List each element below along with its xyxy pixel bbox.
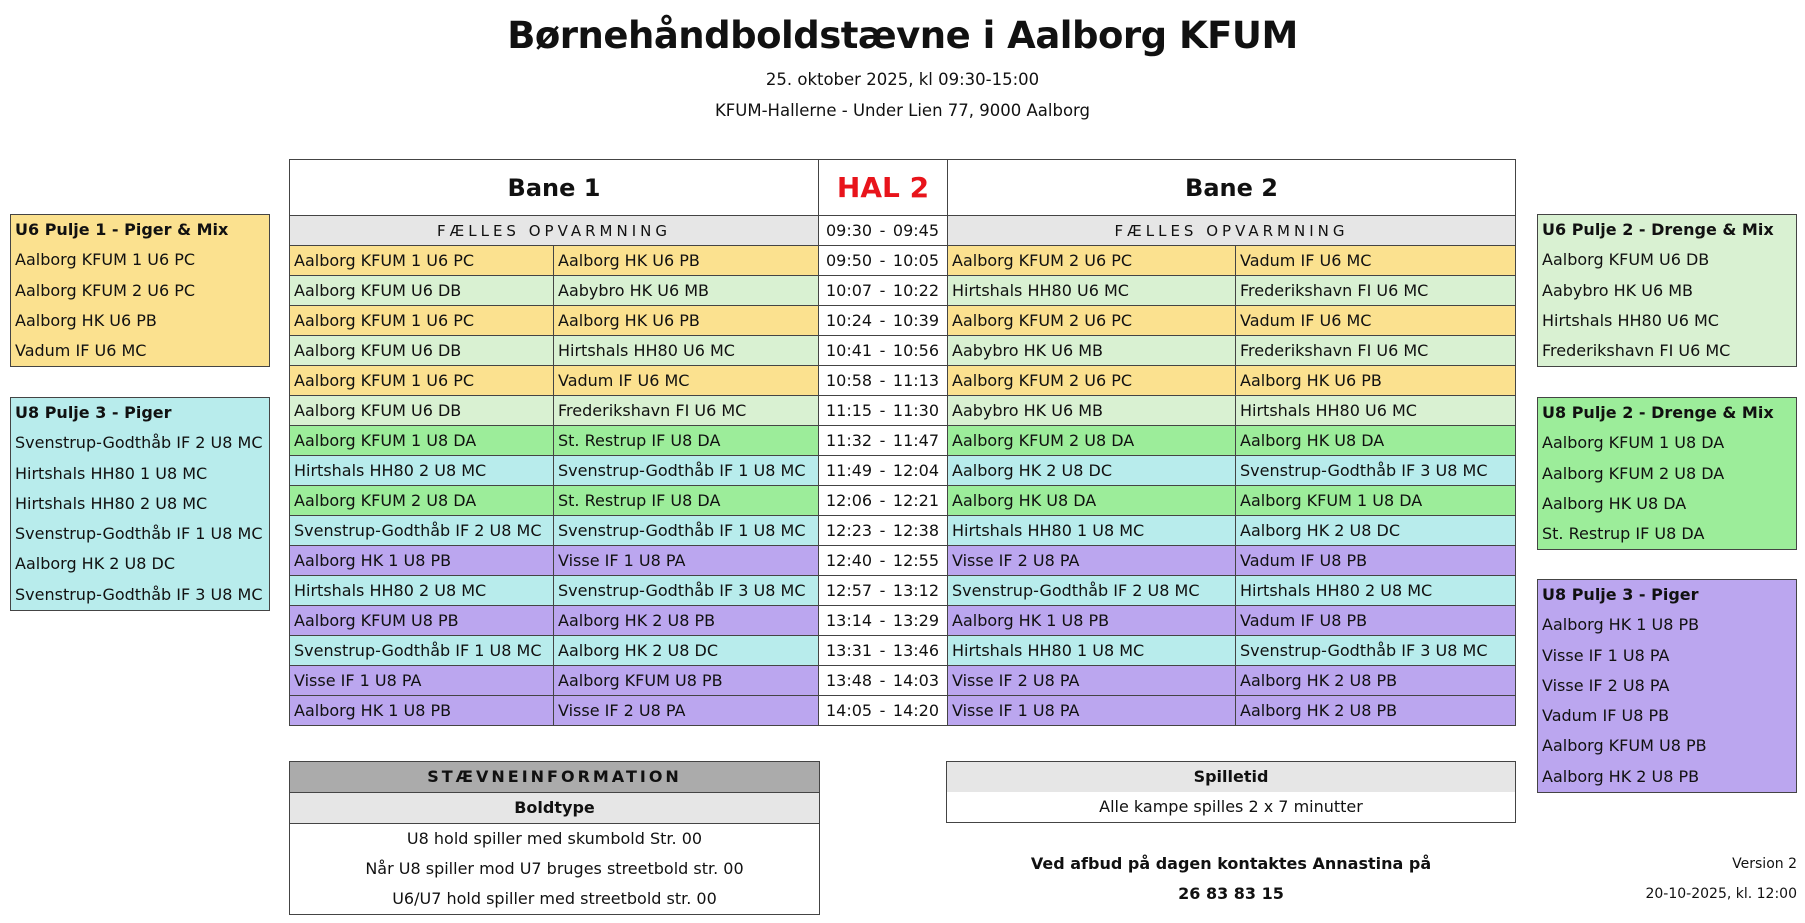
start-time: 12:40 [826,551,873,570]
bane2-home-team: Aalborg KFUM 2 U8 DA [948,426,1236,456]
match-row [290,306,1516,336]
bane1-home-team: Aalborg KFUM 1 U6 PC [290,306,554,336]
pool-team: Svenstrup-Godthåb IF 3 U8 MC [15,584,263,604]
start-time: 11:32 [826,431,873,450]
match-time: 12:40 - 12:55 [819,546,948,576]
bane2-home-team: Visse IF 2 U8 PA [948,666,1236,696]
match-row [290,696,1516,726]
match-row [290,396,1516,426]
start-time: 12:57 [826,581,873,600]
warmup-label-bane1: FÆLLES OPVARMNING [290,216,819,246]
bane1-away-team: Hirtshals HH80 U6 MC [554,336,819,366]
pool-team: Aalborg KFUM U8 PB [1542,736,1707,756]
start-time: 14:05 [826,701,873,720]
bane2-away-team: Aalborg HK 2 U8 PB [1236,696,1516,726]
bane1-home-team: Aalborg KFUM U6 DB [290,336,554,366]
pool-team: Aalborg KFUM U6 DB [1542,250,1710,270]
bane1-home-team: Aalborg KFUM U6 DB [290,396,554,426]
start-time: 11:49 [826,461,873,480]
match-time: 12:57 - 13:12 [819,576,948,606]
bane1-home-team: Visse IF 1 U8 PA [290,666,554,696]
bane2-away-team: Aalborg HK U8 DA [1236,426,1516,456]
match-time: 11:32 - 11:47 [819,426,948,456]
match-row [290,666,1516,696]
bane1-home-team: Aalborg HK 1 U8 PB [290,696,554,726]
bane1-away-team: Visse IF 1 U8 PA [554,546,819,576]
match-row [290,636,1516,666]
event-info-box [289,761,820,915]
pool-team: Aalborg KFUM 1 U8 DA [1542,433,1725,453]
pool-team: Hirtshals HH80 2 U8 MC [15,493,208,513]
info-line: Når U8 spiller mod U7 bruges streetbold str. 00 [365,859,744,878]
start-time: 12:23 [826,521,873,540]
bane2-home-team: Visse IF 1 U8 PA [948,696,1236,726]
bane2-away-team: Svenstrup-Godthåb IF 3 U8 MC [1236,636,1516,666]
bane1-away-team: Aalborg HK U6 PB [554,246,819,276]
match-row [290,366,1516,396]
match-time: 13:14 - 13:29 [819,606,948,636]
bane2-home-team: Hirtshals HH80 1 U8 MC [948,516,1236,546]
hal-header: HAL 2 [819,160,948,216]
bane2-home-team: Aalborg HK U8 DA [948,486,1236,516]
match-time: 10:41 - 10:56 [819,336,948,366]
info-line: U6/U7 hold spiller med streetbold str. 00 [392,889,717,908]
info-heading: STÆVNEINFORMATION [290,762,819,793]
bane2-home-team: Aalborg KFUM 2 U6 PC [948,246,1236,276]
pool-title: U8 Pulje 2 - Drenge & Mix [1542,403,1774,422]
bane1-home-team: Aalborg KFUM 1 U6 PC [290,246,554,276]
bane1-away-team: Aalborg KFUM U8 PB [554,666,819,696]
match-row [290,606,1516,636]
bane2-away-team: Vadum IF U8 PB [1236,546,1516,576]
bane2-away-team: Vadum IF U6 MC [1236,246,1516,276]
contact-phone: 26 83 83 15 [1178,884,1284,903]
bane1-away-team: Aalborg HK 2 U8 DC [554,636,819,666]
bane1-away-team: Vadum IF U6 MC [554,366,819,396]
pool-team: Hirtshals HH80 1 U8 MC [15,463,208,483]
pool-team: Frederikshavn FI U6 MC [1542,341,1731,361]
start-time: 13:14 [826,611,873,630]
playtime-text: Alle kampe spilles 2 x 7 minutter [1099,797,1363,816]
bane2-header: Bane 2 [948,160,1516,216]
pool-team: Aalborg HK U8 DA [1542,493,1687,513]
end-time: 11:30 [892,401,939,420]
pool-team: Hirtshals HH80 U6 MC [1542,310,1719,330]
bane2-away-team: Aalborg KFUM 1 U8 DA [1236,486,1516,516]
warmup-time: 09:30 - 09:45 [819,216,948,246]
schedule-header-row [290,160,1516,216]
bane2-home-team: Aabybro HK U6 MB [948,396,1236,426]
pool-team: Aalborg HK 2 U8 DC [15,554,176,574]
end-time: 10:05 [892,251,939,270]
start-time: 09:50 [826,251,873,270]
start-time: 12:06 [826,491,873,510]
match-schedule-table [289,159,1516,726]
info-line: U8 hold spiller med skumbold Str. 00 [406,829,703,848]
start-time: 10:58 [826,371,873,390]
pool-title: U6 Pulje 2 - Drenge & Mix [1542,220,1774,239]
playtime-heading: Spilletid [947,762,1515,792]
pool-team: Aalborg KFUM 1 U6 PC [15,250,196,270]
end-time: 13:46 [892,641,939,660]
pool-team: Visse IF 1 U8 PA [1542,645,1670,665]
start-time: 10:07 [826,281,873,300]
match-row [290,336,1516,366]
version-timestamp: 20-10-2025, kl. 12:00 [1645,886,1797,902]
bane2-away-team: Hirtshals HH80 U6 MC [1236,396,1516,426]
bane1-header: Bane 1 [290,160,819,216]
match-time: 13:48 - 14:03 [819,666,948,696]
bane1-away-team: Svenstrup-Godthåb IF 3 U8 MC [554,576,819,606]
end-time: 13:12 [892,581,939,600]
bane2-away-team: Vadum IF U8 PB [1236,606,1516,636]
pool-box [10,397,270,611]
match-time: 12:23 - 12:38 [819,516,948,546]
bane1-away-team: Aabybro HK U6 MB [554,276,819,306]
bane1-home-team: Hirtshals HH80 2 U8 MC [290,576,554,606]
end-time: 12:55 [892,551,939,570]
page-title: Børnehåndboldstævne i Aalborg KFUM [507,14,1298,57]
warmup-label-bane2: FÆLLES OPVARMNING [948,216,1516,246]
pool-box [1537,579,1797,793]
warmup-row [290,216,1516,246]
match-time: 14:05 - 14:20 [819,696,948,726]
bane1-home-team: Aalborg KFUM 2 U8 DA [290,486,554,516]
bane2-away-team: Aalborg HK 2 U8 DC [1236,516,1516,546]
match-row [290,576,1516,606]
bane2-away-team: Frederikshavn FI U6 MC [1236,276,1516,306]
bane2-away-team: Vadum IF U6 MC [1236,306,1516,336]
end-time: 11:47 [892,431,939,450]
ball-type-heading: Boldtype [290,793,819,824]
contact-text: Ved afbud på dagen kontaktes Annastina på [1030,854,1432,873]
end-time: 12:21 [892,491,939,510]
end-time: 10:22 [892,281,939,300]
end-time: 10:39 [892,311,939,330]
bane2-away-team: Aalborg HK 2 U8 PB [1236,666,1516,696]
bane1-home-team: Svenstrup-Godthåb IF 2 U8 MC [290,516,554,546]
pool-title: U8 Pulje 3 - Piger [15,403,172,422]
pool-team: Svenstrup-Godthåb IF 2 U8 MC [15,433,263,453]
pool-team: Visse IF 2 U8 PA [1542,675,1670,695]
bane1-home-team: Aalborg HK 1 U8 PB [290,546,554,576]
bane2-home-team: Aalborg HK 2 U8 DC [948,456,1236,486]
bane2-away-team: Aalborg HK U6 PB [1236,366,1516,396]
end-time: 13:29 [892,611,939,630]
version-label: Version 2 [1732,856,1797,872]
match-time: 10:58 - 11:13 [819,366,948,396]
start-time: 11:15 [826,401,873,420]
warmup-start: 09:30 [826,221,873,240]
pool-team: Svenstrup-Godthåb IF 1 U8 MC [15,524,263,544]
bane1-away-team: Aalborg HK U6 PB [554,306,819,336]
end-time: 10:56 [892,341,939,360]
match-row [290,516,1516,546]
pool-team: Aalborg KFUM 2 U8 DA [1542,463,1725,483]
bane1-home-team: Aalborg KFUM 1 U6 PC [290,366,554,396]
pool-box [1537,397,1797,550]
match-row [290,246,1516,276]
bane2-home-team: Aalborg KFUM 2 U6 PC [948,366,1236,396]
pool-team: St. Restrup IF U8 DA [1542,524,1705,544]
pool-team: Aalborg HK U6 PB [15,310,157,330]
playtime-box [946,761,1516,823]
end-time: 11:13 [892,371,939,390]
bane1-home-team: Svenstrup-Godthåb IF 1 U8 MC [290,636,554,666]
match-time: 10:24 - 10:39 [819,306,948,336]
pool-team: Aabybro HK U6 MB [1542,280,1693,300]
start-time: 13:31 [826,641,873,660]
pool-box [10,214,270,367]
bane1-home-team: Aalborg KFUM U6 DB [290,276,554,306]
bane1-away-team: St. Restrup IF U8 DA [554,486,819,516]
pool-box [1537,214,1797,367]
bane2-home-team: Svenstrup-Godthåb IF 2 U8 MC [948,576,1236,606]
match-row [290,456,1516,486]
bane1-home-team: Aalborg KFUM U8 PB [290,606,554,636]
match-time: 12:06 - 12:21 [819,486,948,516]
pool-team: Vadum IF U6 MC [15,341,147,361]
bane1-away-team: Aalborg HK 2 U8 PB [554,606,819,636]
match-time: 11:15 - 11:30 [819,396,948,426]
match-row [290,546,1516,576]
bane2-home-team: Visse IF 2 U8 PA [948,546,1236,576]
bane1-away-team: Frederikshavn FI U6 MC [554,396,819,426]
start-time: 10:24 [826,311,873,330]
pool-title: U6 Pulje 1 - Piger & Mix [15,220,229,239]
end-time: 12:38 [892,521,939,540]
end-time: 14:03 [892,671,939,690]
event-date: 25. oktober 2025, kl 09:30-15:00 [765,70,1040,89]
bane1-home-team: Hirtshals HH80 2 U8 MC [290,456,554,486]
match-time: 11:49 - 12:04 [819,456,948,486]
bane2-home-team: Aalborg KFUM 2 U6 PC [948,306,1236,336]
end-time: 14:20 [892,701,939,720]
match-time: 13:31 - 13:46 [819,636,948,666]
match-row [290,486,1516,516]
pool-team: Aalborg KFUM 2 U6 PC [15,280,196,300]
bane1-away-team: St. Restrup IF U8 DA [554,426,819,456]
bane2-away-team: Frederikshavn FI U6 MC [1236,336,1516,366]
match-time: 09:50 - 10:05 [819,246,948,276]
start-time: 10:41 [826,341,873,360]
bane1-away-team: Svenstrup-Godthåb IF 1 U8 MC [554,456,819,486]
bane1-home-team: Aalborg KFUM 1 U8 DA [290,426,554,456]
bane2-away-team: Svenstrup-Godthåb IF 3 U8 MC [1236,456,1516,486]
pool-team: Aalborg HK 2 U8 PB [1542,766,1700,786]
match-row [290,426,1516,456]
match-time: 10:07 - 10:22 [819,276,948,306]
pool-team: Aalborg HK 1 U8 PB [1542,615,1700,635]
bane2-home-team: Hirtshals HH80 U6 MC [948,276,1236,306]
end-time: 12:04 [892,461,939,480]
match-row [290,276,1516,306]
bane2-home-team: Aalborg HK 1 U8 PB [948,606,1236,636]
warmup-end: 09:45 [892,221,939,240]
bane1-away-team: Visse IF 2 U8 PA [554,696,819,726]
bane2-home-team: Aabybro HK U6 MB [948,336,1236,366]
event-address: KFUM-Hallerne - Under Lien 77, 9000 Aalborg [714,101,1091,120]
bane2-home-team: Hirtshals HH80 1 U8 MC [948,636,1236,666]
pool-team: Vadum IF U8 PB [1542,706,1670,726]
start-time: 13:48 [826,671,873,690]
bane2-away-team: Hirtshals HH80 2 U8 MC [1236,576,1516,606]
bane1-away-team: Svenstrup-Godthåb IF 1 U8 MC [554,516,819,546]
pool-title: U8 Pulje 3 - Piger [1542,585,1699,604]
